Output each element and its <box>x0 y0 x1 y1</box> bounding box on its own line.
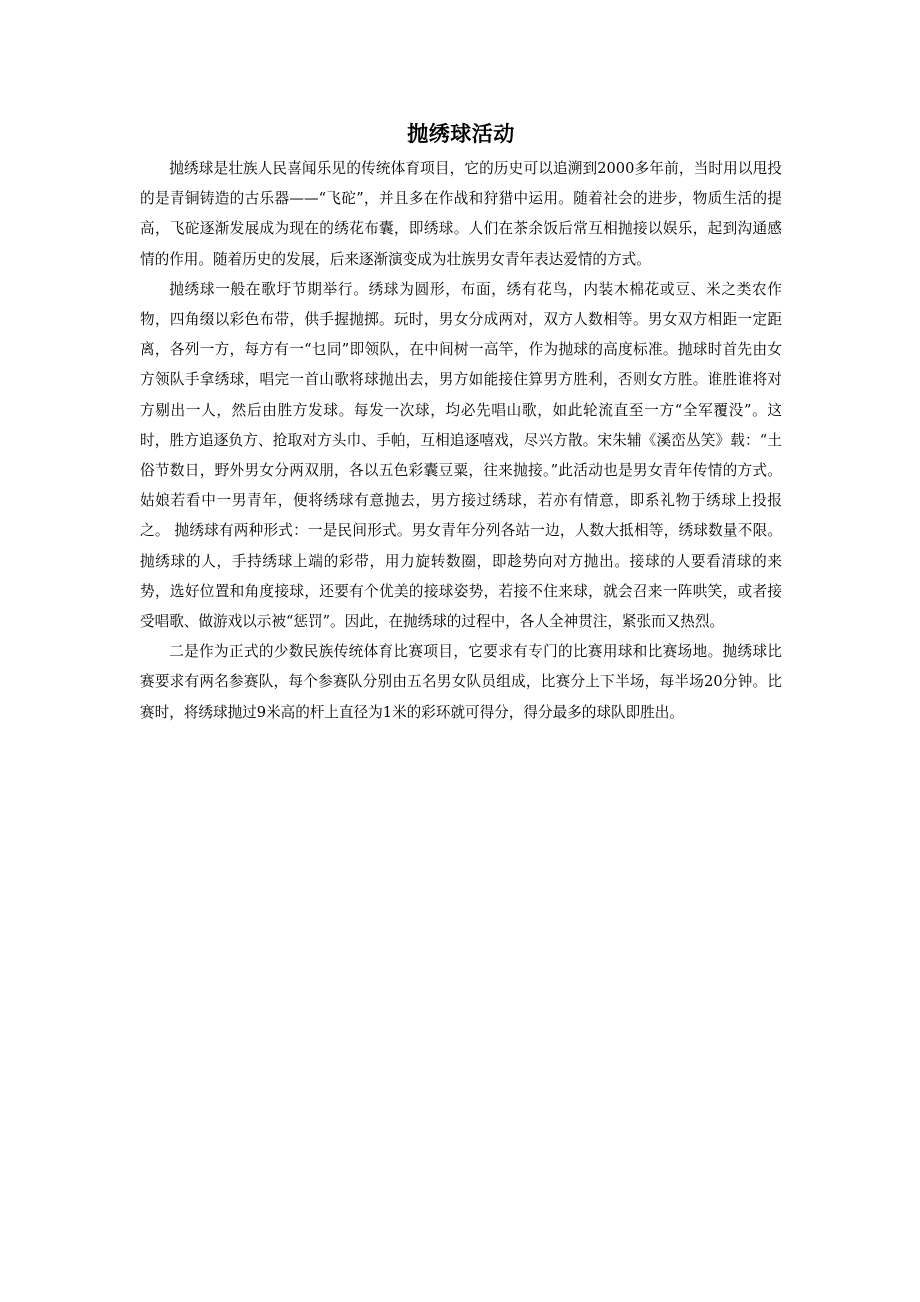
paragraph-competition: 二是作为正式的少数民族传统体育比赛项目，它要求有专门的比赛用球和比赛场地。抛绣球比赛要求有两名参赛队，每个参赛队分别由五名男女队员组成，比赛分上下半场，每半场20分钟。比赛时，将绣球抛过9米高的杆上直径为1米的彩环就可得分，得分最多的球队即胜出。 <box>140 643 782 721</box>
paragraph-rules: 抛绣球一般在歌圩节期举行。绣球为圆形，布面，绣有花鸟，内装木棉花或豆、米之类农作物，四角缀以彩色布带，供手握抛掷。玩时，男女分成两对，双方人数相等。男女双方相距一定距离，各列一方，每方有一“乜同”即领队，在中间树一高竿，作为抛球的高度标准。抛球时首先由女方领队手拿绣球，唱完一首山歌将球抛出去，男方如能接住算男方胜利，否则女方胜。谁胜谁将对方剔出一人，然后由胜方发球。每发一次球，均必先唱山歌，如此轮流直至一方“全军覆没”。这时，胜方追逐负方、抢取对方头巾、手帕，互相追逐嘻戏，尽兴方散。宋朱辅《溪峦丛笑》载：“土俗节数日，野外男女分两双朋，各以五色彩囊豆粟，往来抛接。”此活动也是男女青年传情的方式。姑娘若看中一男青年，便将绣球有意抛去，男方接过绣球，若亦有情意，即系礼物于绣球上投报之。 抛绣球有两种形式：一是民间形式。男女青年分列各站一边，人数大抵相等，绣球数量不限。抛绣球的人，手持绣球上端的彩带，用力旋转数圈，即趁势向对方抛出。接球的人要看清球的来势，选好位置和角度接球，还要有个优美的接球姿势，若接不住来球，就会召来一阵哄笑，或者接受唱歌、做游戏以示被“惩罚”。因此，在抛绣球的过程中，各人全神贯注，紧张而又热烈。 <box>140 280 782 631</box>
paragraph-history: 抛绣球是壮族人民喜闻乐见的传统体育项目，它的历史可以追溯到2000多年前，当时用以甩投的是青铜铸造的古乐器——“飞砣”，并且多在作战和狩猎中运用。随着社会的进步，物质生活的提高，飞砣逐渐发展成为现在的绣花布囊，即绣球。人们在茶余饭后常互相抛接以娱乐，起到沟通感情的作用。随着历史的发展，后来逐渐演变成为壮族男女青年表达爱情的方式。 <box>140 160 782 268</box>
document-body <box>140 118 782 728</box>
document-title: 抛绣球活动 <box>407 122 515 146</box>
